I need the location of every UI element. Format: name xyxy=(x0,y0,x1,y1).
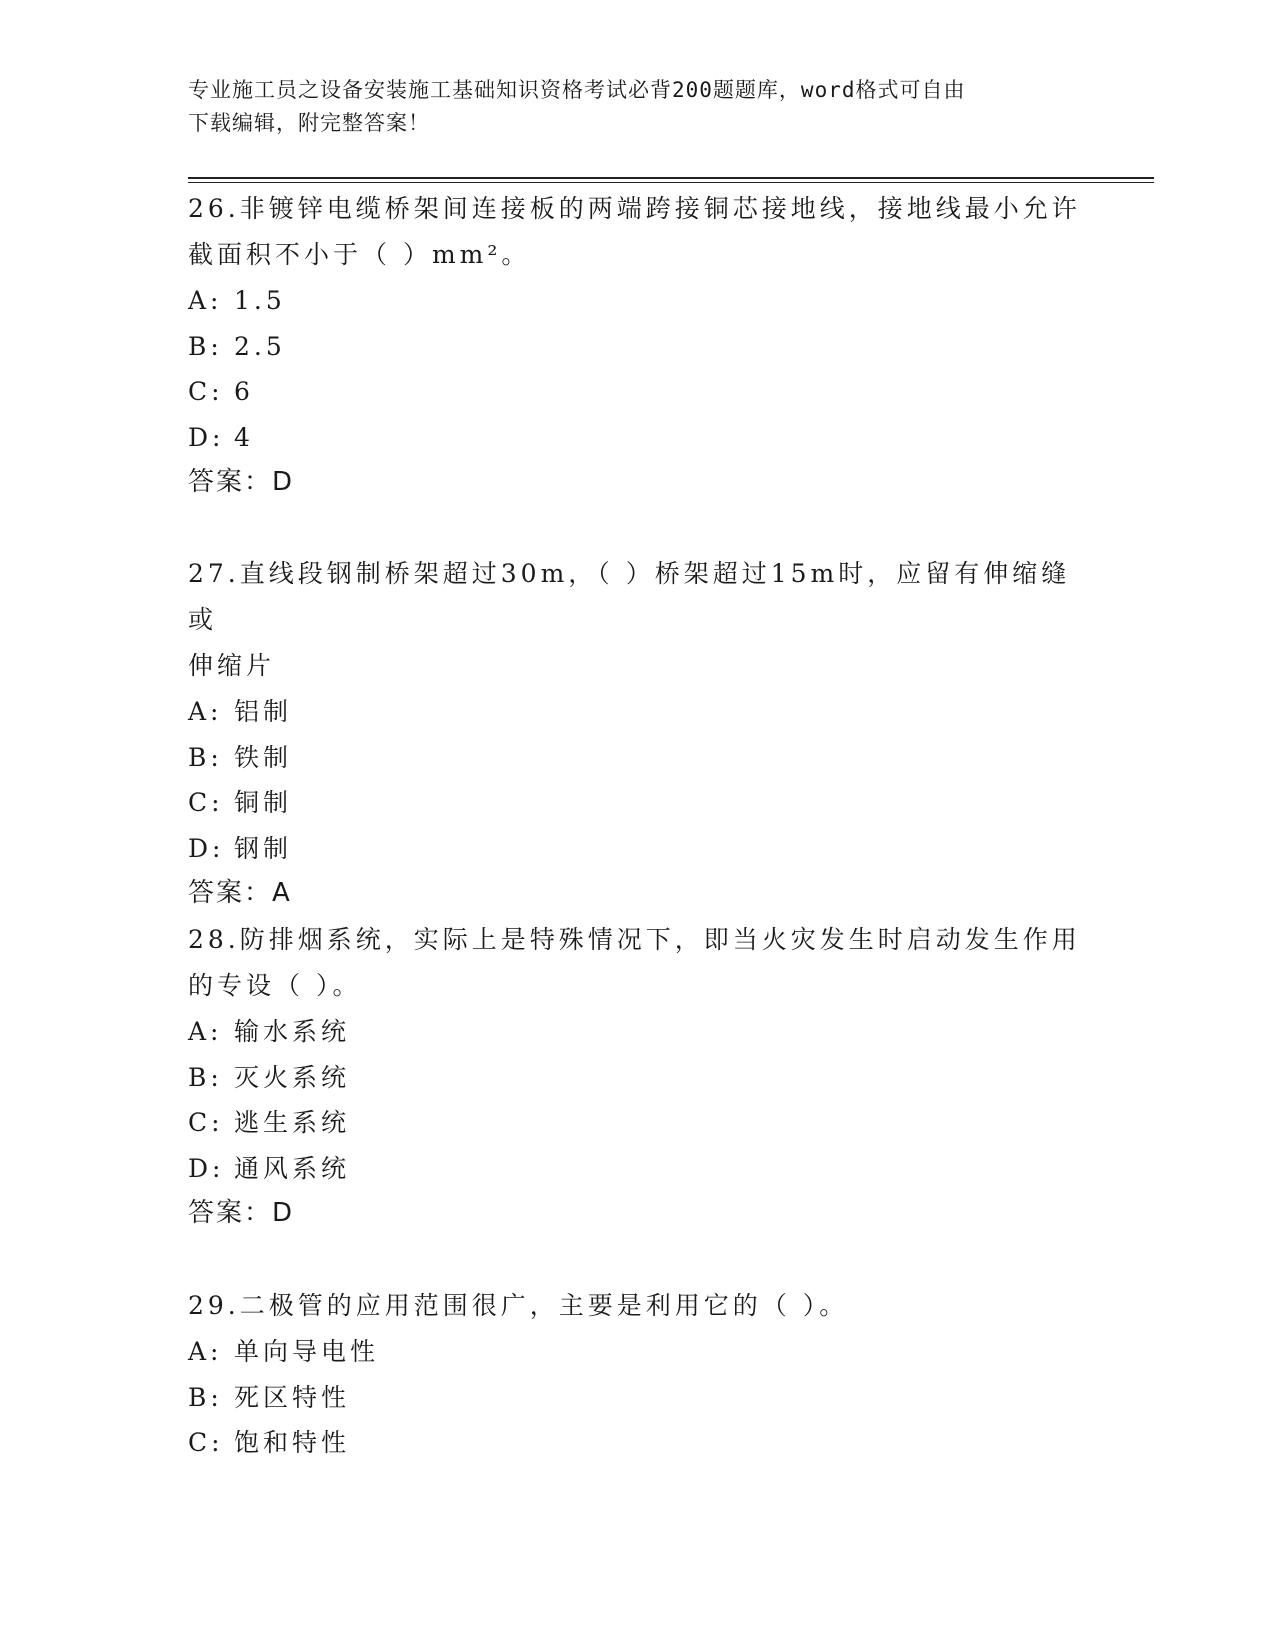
option-key: A: xyxy=(188,1017,223,1046)
option-c xyxy=(188,1420,1088,1466)
answer-line: 答案：D xyxy=(188,467,295,497)
question-text-line: 截面积不小于（ ）mm²。 xyxy=(188,240,531,269)
option-key: B: xyxy=(188,1062,223,1092)
header-divider-thin xyxy=(188,182,1154,183)
option-key: D: xyxy=(188,1153,225,1183)
question-text-line: 伸缩片 xyxy=(188,651,276,680)
option-value: 铜制 xyxy=(234,788,293,817)
option-b xyxy=(188,1055,1088,1101)
option-value: 饱和特性 xyxy=(234,1428,351,1457)
option-value: 死区特性 xyxy=(234,1382,351,1412)
option-key: A: xyxy=(188,286,223,315)
option-value: 6 xyxy=(234,377,254,406)
option-key: A: xyxy=(188,697,223,726)
header-line-1: 专业施工员之设备安装施工基础知识资格考试必背200题题库，word格式可自由 xyxy=(188,78,966,102)
option-key: D: xyxy=(188,833,225,863)
option-a xyxy=(188,1329,1088,1375)
option-c xyxy=(188,369,1088,415)
option-d xyxy=(188,826,1088,872)
option-value: 4 xyxy=(234,422,254,452)
option-d xyxy=(188,415,1088,461)
header-divider-thick xyxy=(188,177,1154,179)
option-value: 钢制 xyxy=(234,833,293,863)
option-key: B: xyxy=(188,742,223,772)
question-text-line: 28.防排烟系统，实际上是特殊情况下，即当火灾发生时启动发生作用 xyxy=(188,925,1081,954)
header-line-2: 下载编辑，附完整答案！ xyxy=(188,111,430,135)
option-a xyxy=(188,1009,1088,1055)
option-c xyxy=(188,780,1088,826)
option-value: 逃生系统 xyxy=(234,1108,351,1137)
answer-line: 答案：A xyxy=(188,878,292,908)
question-27 xyxy=(188,551,1088,915)
option-value: 2.5 xyxy=(234,331,286,361)
option-c xyxy=(188,1100,1088,1146)
question-26 xyxy=(188,186,1088,504)
option-value: 输水系统 xyxy=(234,1017,351,1046)
option-value: 铁制 xyxy=(234,742,293,772)
option-value: 灭火系统 xyxy=(234,1062,351,1092)
option-b xyxy=(188,1375,1088,1421)
answer-line: 答案：D xyxy=(188,1198,295,1228)
option-b xyxy=(188,735,1088,781)
option-value: 通风系统 xyxy=(234,1153,351,1183)
option-value: 单向导电性 xyxy=(234,1337,380,1366)
option-value: 铝制 xyxy=(234,697,293,726)
option-key: D: xyxy=(188,422,225,452)
question-text-line: 29.二极管的应用范围很广，主要是利用它的（ ）。 xyxy=(188,1291,849,1320)
question-28 xyxy=(188,917,1088,1235)
option-key: A: xyxy=(188,1337,223,1366)
option-key: C: xyxy=(188,1108,224,1137)
option-key: B: xyxy=(188,1382,223,1412)
question-29 xyxy=(188,1283,1088,1466)
option-key: C: xyxy=(188,788,224,817)
option-b xyxy=(188,324,1088,370)
option-value: 1.5 xyxy=(234,286,286,315)
question-text-line: 的专设（ ）。 xyxy=(188,971,362,1000)
question-text-line: 26.非镀锌电缆桥架间连接板的两端跨接铜芯接地线，接地线最小允许 xyxy=(188,194,1081,223)
option-key: C: xyxy=(188,1428,224,1457)
question-text-line: 27.直线段钢制桥架超过30m，（ ）桥架超过15m时，应留有伸缩缝或 xyxy=(188,559,1071,634)
option-d xyxy=(188,1146,1088,1192)
option-a xyxy=(188,278,1088,324)
option-key: B: xyxy=(188,331,223,361)
page-header xyxy=(188,74,1068,140)
option-key: C: xyxy=(188,377,224,406)
option-a xyxy=(188,689,1088,735)
